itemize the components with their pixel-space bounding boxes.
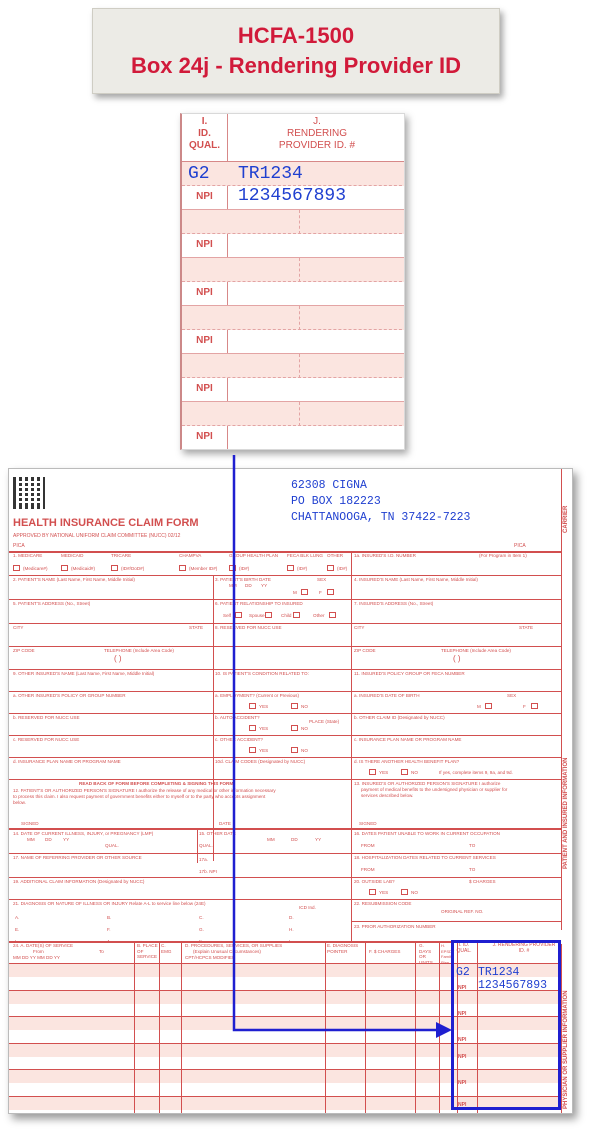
col-b-label: B. PLACE OF SERVICE — [137, 943, 158, 959]
zoom-line-2 — [182, 210, 405, 258]
tricare-subtype: (ID#/DoD#) — [121, 566, 145, 571]
box-15-yy: YY — [315, 837, 322, 842]
banner-subtitle: Box 24j - Rendering Provider ID — [130, 53, 462, 78]
box-12-date: DATE — [219, 821, 231, 826]
box-13-line-2: payment of medical benefits to the undersigned physician or supplier for — [361, 787, 508, 792]
hl-npi-label: NPI — [458, 1080, 467, 1086]
diag-d: D. — [289, 915, 294, 920]
divider — [9, 669, 561, 670]
zoom-line-1 — [182, 162, 405, 210]
box-9c-label: c. RESERVED FOR NUCC USE — [13, 737, 80, 742]
box-10-label: 10. IS PATIENT'S CONDITION RELATED TO: — [215, 671, 309, 676]
section-divider — [9, 828, 561, 830]
zoom-shaded-row — [182, 354, 405, 378]
group-subtype: (ID#) — [239, 566, 250, 571]
zoom-npi-label: NPI — [196, 287, 213, 298]
pica-left: PICA — [13, 543, 25, 549]
box-19-label: 19. ADDITIONAL CLAIM INFORMATION (Designated by NUCC) — [13, 879, 145, 884]
box-15-dd: DD — [291, 837, 298, 842]
box-13-line-3: services described below. — [361, 793, 414, 798]
zoom-line-6 — [182, 402, 405, 450]
box-15-label: 15. OTHER DATE — [199, 831, 236, 836]
carrier-line-1: 62308 CIGNA — [291, 479, 367, 492]
box-3-yy: YY — [261, 583, 268, 588]
hl-provider-id: TR1234 — [478, 966, 520, 979]
hl-npi-label: NPI — [458, 1054, 467, 1060]
insurance-type-tricare: TRICARE — [111, 553, 132, 558]
outside-lab-no: NO — [411, 890, 418, 895]
divider — [9, 853, 561, 854]
divider — [9, 623, 561, 624]
zoom-npi-label: NPI — [196, 239, 213, 250]
other-plan-no-checkbox[interactable] — [401, 769, 408, 775]
col-d2-label: (Explain Unusual Circumstances) — [193, 949, 261, 954]
col-e-label: E. DIAGNOSIS POINTER — [327, 943, 359, 954]
zip-label: ZIP CODE — [13, 648, 35, 653]
zoom-header — [182, 114, 405, 162]
box-4-label: 4. INSURED'S NAME (Last Name, First Name, Middle Initial) — [354, 577, 478, 582]
banner-title: HCFA-1500 — [237, 23, 355, 48]
diag-b: B. — [107, 915, 112, 920]
sex-f-checkbox[interactable] — [327, 589, 334, 595]
title-banner — [92, 8, 500, 94]
diag-g: G. — [199, 927, 204, 932]
box-1a-label: 1a. INSURED'S I.D. NUMBER — [354, 553, 416, 558]
box-21-label: 21. DIAGNOSIS OR NATURE OF ILLNESS OR INJURY Relate A-L to service line below (24E) — [13, 901, 206, 906]
box-11c-label: c. INSURANCE PLAN NAME OR PROGRAM NAME — [354, 737, 462, 742]
outside-lab-yes-checkbox[interactable] — [369, 889, 376, 895]
diag-f: F. — [107, 927, 111, 932]
column-divider — [351, 551, 352, 941]
column-divider — [159, 941, 160, 1114]
insurance-type-medicaid: MEDICAID — [61, 553, 84, 558]
hl-col-j-label: J. RENDERING PROVIDER ID. # — [492, 942, 556, 954]
divider — [351, 921, 561, 922]
hl-npi-label: NPI — [458, 1037, 467, 1043]
place-state-label: PLACE (State) — [309, 719, 340, 724]
feca-checkbox[interactable] — [287, 565, 294, 571]
insurance-type-other: OTHER — [327, 553, 344, 558]
column-divider — [325, 941, 326, 1114]
medicare-subtype: (Medicare#) — [23, 566, 48, 571]
hl-qualifier: G2 — [456, 966, 470, 979]
patient-side-bar — [561, 565, 573, 930]
column-divider — [213, 575, 214, 861]
rel-other-checkbox[interactable] — [329, 612, 336, 618]
box-12-line-3: below. — [13, 800, 27, 805]
state-label-2: STATE — [519, 625, 534, 630]
patient-side-label: PATIENT AND INSURED INFORMATION — [563, 757, 569, 869]
employment-yes: YES — [259, 704, 269, 709]
box-11b-label: b. OTHER CLAIM ID (Designated by NUCC) — [354, 715, 445, 720]
diag-a: A. — [15, 915, 20, 920]
box-12-line-1: 12. PATIENT'S OR AUTHORIZED PERSON'S SIGNATURE I authorize the release of any medical or other information necessary — [13, 788, 276, 793]
box-16-label: 16. DATES PATIENT UNABLE TO WORK IN CURRENT OCCUPATION — [354, 831, 500, 836]
box-5-label: 5. PATIENT'S ADDRESS (No., Street) — [13, 601, 91, 606]
zoom-line-5 — [182, 354, 405, 402]
box-8-label: 8. RESERVED FOR NUCC USE — [215, 625, 282, 630]
box-11a-sex: SEX — [507, 693, 517, 698]
column-divider — [365, 941, 366, 1114]
medicare-checkbox[interactable] — [13, 565, 20, 571]
icd-ind-label: ICD Ind. — [299, 905, 316, 910]
col-f-label: F. $ CHARGES — [369, 949, 401, 954]
state-label: STATE — [189, 625, 204, 630]
box-17a-label: 17a. — [199, 857, 208, 862]
auto-yes: YES — [259, 726, 269, 731]
box-1a-note: (For Program in Item 1) — [479, 553, 527, 558]
zoom-npi-label: NPI — [196, 191, 213, 202]
other-accident-yes: YES — [259, 748, 269, 753]
divider — [9, 646, 561, 647]
divider — [9, 599, 561, 600]
other-plan-yes-checkbox[interactable] — [369, 769, 376, 775]
feca-subtype: (ID#) — [297, 566, 308, 571]
auto-yes-checkbox[interactable] — [249, 725, 256, 731]
zoom-shaded-row — [182, 210, 405, 234]
pica-right: PICA — [514, 543, 526, 549]
medicaid-checkbox[interactable] — [61, 565, 68, 571]
insurance-type-feca: FECA BLK LUNG — [287, 553, 323, 558]
box-16-to: TO — [469, 843, 476, 848]
other-accident-no: NO — [301, 748, 308, 753]
employment-no-checkbox[interactable] — [291, 703, 298, 709]
box-3-dd: DD — [245, 583, 252, 588]
hl-npi-label: NPI — [458, 985, 467, 991]
zoom-col-j-label: J. RENDERING PROVIDER ID. # — [278, 116, 356, 151]
zoom-provider-id: TR1234 — [238, 164, 303, 184]
divider — [9, 877, 561, 878]
box-3-mm: MM — [229, 583, 237, 588]
divider — [9, 575, 561, 576]
auto-no-checkbox[interactable] — [291, 725, 298, 731]
column-divider — [197, 829, 198, 863]
zoom-shaded-row — [182, 258, 405, 282]
box-14-label: 14. DATE OF CURRENT ILLNESS, INJURY, or PREGNANCY (LMP) — [13, 831, 154, 836]
box-11-label: 11. INSURED'S POLICY GROUP OR FECA NUMBER — [354, 671, 465, 676]
zoom-npi-value: 1234567893 — [238, 186, 347, 206]
box-15-mm: MM — [267, 837, 275, 842]
box-14-qual: QUAL. — [105, 843, 119, 848]
carrier-line-2: PO BOX 182223 — [291, 495, 381, 508]
group-checkbox[interactable] — [229, 565, 236, 571]
box-3-label: 3. PATIENT'S BIRTH DATE — [215, 577, 271, 582]
divider — [9, 735, 561, 736]
divider — [9, 691, 561, 692]
diag-h: H. — [289, 927, 294, 932]
other-accident-yes-checkbox[interactable] — [249, 747, 256, 753]
box-17-label: 17. NAME OF REFERRING PROVIDER OR OTHER SOURCE — [13, 855, 142, 860]
form-title: HEALTH INSURANCE CLAIM FORM — [13, 517, 199, 529]
diag-c: C. — [199, 915, 204, 920]
col-c-label: C. EMG — [161, 943, 172, 954]
city-label: CITY — [13, 625, 24, 630]
box-13-signed: SIGNED — [359, 821, 377, 826]
form-approved-line: APPROVED BY NATIONAL UNIFORM CLAIM COMMITTEE (NUCC) 02/12 — [13, 533, 181, 539]
hl-npi-value: 1234567893 — [478, 979, 548, 992]
box-6-label: 6. PATIENT RELATIONSHIP TO INSURED — [215, 601, 303, 606]
rel-self-checkbox[interactable] — [235, 612, 242, 618]
rel-child: Child — [281, 613, 292, 618]
rel-other: Other — [313, 613, 325, 618]
box-24j-highlight — [451, 940, 561, 1110]
box-15-qual: QUAL. — [199, 843, 213, 848]
orig-ref-label: ORIGINAL REF. NO. — [441, 909, 484, 914]
carrier-address — [291, 478, 470, 526]
box-11a-f: F — [523, 704, 526, 709]
sex-m-checkbox[interactable] — [301, 589, 308, 595]
box-7-label: 7. INSURED'S ADDRESS (No., Street) — [354, 601, 434, 606]
divider — [9, 757, 561, 758]
tricare-checkbox[interactable] — [111, 565, 118, 571]
col-h-label: H. EPSDT Family Plan — [441, 943, 455, 965]
box-14-mm: MM — [27, 837, 35, 842]
box-3-f: F — [319, 590, 322, 595]
zoom-shaded-row — [182, 402, 405, 426]
box-10a-label: a. EMPLOYMENT? (Current or Previous) — [215, 693, 299, 698]
divider — [9, 899, 561, 900]
champva-subtype: (Member ID#) — [189, 566, 218, 571]
box-20-label: 20. OUTSIDE LAB? — [354, 879, 395, 884]
box-16-from: FROM — [361, 843, 375, 848]
champva-checkbox[interactable] — [179, 565, 186, 571]
box-22-label: 22. RESUBMISSION CODE — [354, 901, 412, 906]
column-divider — [181, 941, 182, 1114]
zoom-line-3 — [182, 258, 405, 306]
box-10d-label: 10d. CLAIM CODES (Designated by NUCC) — [215, 759, 306, 764]
col-mmddyy-label: MM DD YY MM DD YY — [13, 955, 60, 960]
col-from-label: From — [33, 949, 44, 954]
insurance-type-medicare: 1. MEDICARE — [13, 553, 43, 558]
employment-no: NO — [301, 704, 308, 709]
auto-no: NO — [301, 726, 308, 731]
box-13-line-1: 13. INSURED'S OR AUTHORIZED PERSON'S SIGNATURE I authorize — [354, 781, 501, 786]
zoom-npi-label: NPI — [196, 335, 213, 346]
hl-npi-label: NPI — [458, 1102, 467, 1108]
box-11d-label: d. IS THERE ANOTHER HEALTH BENEFIT PLAN? — [354, 759, 460, 764]
divider — [9, 779, 561, 780]
carrier-line-3: CHATTANOOGA, TN 37422-7223 — [291, 511, 471, 524]
insured-m-checkbox[interactable] — [485, 703, 492, 709]
employment-yes-checkbox[interactable] — [249, 703, 256, 709]
box-14-dd: DD — [45, 837, 52, 842]
zip-label-2: ZIP CODE — [354, 648, 376, 653]
box-18-label: 18. HOSPITALIZATION DATES RELATED TO CURRENT SERVICES — [354, 855, 496, 860]
zoom-col-i-label: I. ID. QUAL. — [188, 116, 221, 151]
city-label-2: CITY — [354, 625, 365, 630]
box-14-yy: YY — [63, 837, 70, 842]
divider — [9, 713, 561, 714]
telephone-label: TELEPHONE (Include Area Code) — [104, 648, 174, 653]
read-back-notice: READ BACK OF FORM BEFORE COMPLETING & SIGNING THIS FORM. — [79, 781, 235, 786]
box-18-from: FROM — [361, 867, 375, 872]
column-divider — [415, 941, 416, 1114]
rel-spouse: Spouse — [249, 613, 265, 618]
zoom-npi-label: NPI — [196, 383, 213, 394]
box-24j-zoom — [180, 113, 405, 450]
box-9-label: 9. OTHER INSURED'S NAME (Last Name, First Name, Middle Initial) — [13, 671, 155, 676]
insured-f-checkbox[interactable] — [531, 703, 538, 709]
other-checkbox[interactable] — [327, 565, 334, 571]
box-12-line-2: to process this claim. I also request payment of government benefits either to myself or to the party who accepts assignment — [13, 794, 266, 799]
insurance-type-champva: CHAMPVA — [179, 553, 202, 558]
medicaid-subtype: (Medicaid#) — [71, 566, 95, 571]
physician-side-label: PHYSICIAN OR SUPPLIER INFORMATION — [563, 990, 569, 1109]
zoom-line-4 — [182, 306, 405, 354]
other-plan-no: NO — [411, 770, 418, 775]
col-d-label: D. PROCEDURES, SERVICES, OR SUPPLIES — [185, 943, 283, 948]
box-3-sex: SEX — [317, 577, 327, 582]
zoom-npi-label: NPI — [196, 431, 213, 442]
box-3-m: M — [293, 590, 297, 595]
box-11a-label: a. INSURED'S DATE OF BIRTH — [354, 693, 420, 698]
column-divider — [134, 941, 135, 1114]
zoom-shaded-row — [182, 306, 405, 330]
outside-lab-no-checkbox[interactable] — [401, 889, 408, 895]
carrier-side-label: CARRIER — [563, 505, 569, 533]
box-2-label: 2. PATIENT'S NAME (Last Name, First Name, Middle Initial) — [13, 577, 135, 582]
box-17b-label: 17b. NPI — [199, 869, 217, 874]
other-accident-no-checkbox[interactable] — [291, 747, 298, 753]
other-plan-yes: YES — [379, 770, 389, 775]
rel-child-checkbox[interactable] — [293, 612, 300, 618]
hl-col-i-label: I. ID. QUAL. — [456, 942, 472, 954]
hl-npi-label: NPI — [458, 1011, 467, 1017]
col-d3-label: CPT/HCPCS MODIFIER — [185, 955, 236, 960]
box-10c-label: c. OTHER ACCIDENT? — [215, 737, 263, 742]
insurance-type-group: GROUP HEALTH PLAN — [229, 553, 279, 558]
box-11d-note: If yes, complete items 9, 9a, and 9d. — [439, 770, 513, 775]
col-to-label: To — [99, 949, 104, 954]
rel-self: Self — [223, 613, 231, 618]
box-9b-label: b. RESERVED FOR NUCC USE — [13, 715, 80, 720]
box-9d-label: d. INSURANCE PLAN NAME OR PROGRAM NAME — [13, 759, 121, 764]
box-23-label: 23. PRIOR AUTHORIZATION NUMBER — [354, 924, 436, 929]
other-subtype: (ID#) — [337, 566, 348, 571]
box-10b-label: b. AUTO ACCIDENT? — [215, 715, 260, 720]
diag-e: E. — [15, 927, 20, 932]
rel-spouse-checkbox[interactable] — [265, 612, 272, 618]
box-9a-label: a. OTHER INSURED'S POLICY OR GROUP NUMBER — [13, 693, 126, 698]
zoom-qualifier: G2 — [188, 164, 210, 184]
telephone-label-2: TELEPHONE (Include Area Code) — [441, 648, 511, 653]
phone-parens-2: ( ) — [453, 654, 461, 663]
column-divider — [439, 941, 440, 1114]
box-18-to: TO — [469, 867, 476, 872]
col-g-label: G. DAYS OR UNITS — [419, 943, 433, 965]
box-12-signed: SIGNED — [21, 821, 39, 826]
phone-parens: ( ) — [114, 654, 122, 663]
box-20-charges: $ CHARGES — [469, 879, 496, 884]
col-24a-label: 24. A. DATE(S) OF SERVICE — [13, 943, 74, 948]
qr-code-icon — [13, 477, 45, 509]
box-11a-m: M — [477, 704, 481, 709]
outside-lab-yes: YES — [379, 890, 389, 895]
